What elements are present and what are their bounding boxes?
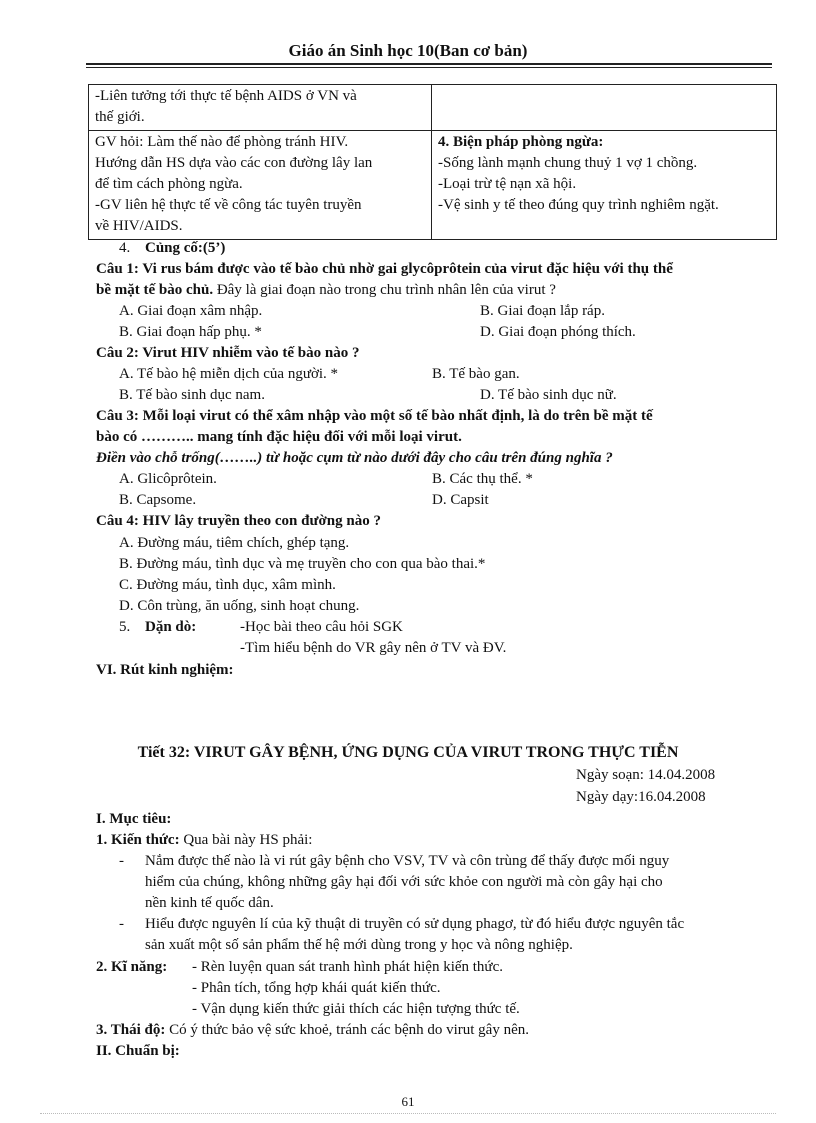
knowledge-item-1: Nắm được thế nào là vi rút gây bệnh cho VSV, TV và côn trùng để thấy được mối nguy [145, 853, 670, 869]
q2-option-d: D. Tế bào sinh dục nữ. [480, 387, 617, 403]
page-header-title: Giáo án Sinh học 10(Ban cơ bản) [288, 41, 528, 60]
homework-num: 5. [119, 619, 131, 635]
table-cell-teacher: -Liên tưởng tới thực tế bệnh AIDS ở VN và thế giới. [89, 85, 432, 131]
skill-item-3: - Vận dụng kiến thức giải thích các hiện tượng thức tế. [192, 1001, 520, 1017]
page-number: 61 [401, 1094, 415, 1109]
homework-line-1: -Học bài theo câu hỏi SGK [240, 619, 403, 635]
question-3: Câu 3: Mỗi loại virut có thể xâm nhập vào một số tế bào nhất định, là do trên bề mặt tế [96, 408, 653, 424]
knowledge-item-1-line2: hiểm của chúng, không những gây hại đối với sức khỏe con người mà còn gây hại cho [145, 874, 663, 890]
homework-label: Dặn dò: [145, 619, 197, 635]
header-rule-thin [86, 67, 772, 68]
question-1-line2: bề mặt tế bào chủ. Đây là giai đoạn nào trong chu trình nhân lên của virut ? [96, 282, 556, 298]
knowledge-item-2-line2: sản xuất một số sản phẩm thế hệ mới dùng trong y học và nông nghiệp. [145, 937, 573, 953]
q4-option-b: B. Đường máu, tình dục và mẹ truyền cho con qua bào thai.* [119, 556, 486, 572]
knowledge-item-2: Hiểu được nguyên lí của kỹ thuật di truyền có sử dụng phagơ, từ đó hiểu được nguyên tắc [145, 916, 685, 932]
knowledge-line: 1. Kiến thức: Qua bài này HS phải: [96, 832, 313, 848]
q4-option-d: D. Côn trùng, ăn uống, sinh hoạt chung. [119, 598, 360, 614]
q2-option-b: B. Tế bào gan. [432, 366, 520, 382]
objectives-heading: I. Mục tiêu: [96, 811, 172, 827]
consolidation-label: Củng cố:(5’) [145, 240, 226, 256]
prevention-heading: 4. Biện pháp phòng ngừa: [438, 134, 604, 150]
lesson-table [88, 84, 777, 240]
footer-rule [40, 1113, 776, 1114]
homework-line-2: -Tìm hiểu bệnh do VR gây nên ở TV và ĐV. [240, 640, 507, 656]
table-cell-teacher: GV hỏi: Làm thế nào để phòng tránh HIV. Hướng dẫn HS dựa vào các con đường lây lan để tìm cách phòng ngừa. -GV liên hệ thực tế về công tác tuyên truyền về HIV/AIDS. [89, 131, 432, 240]
skills-label: 2. Kĩ năng: [96, 959, 168, 975]
preparation-heading: II. Chuẩn bị: [96, 1043, 180, 1059]
q3-option-d: D. Capsit [432, 492, 489, 508]
q1-option-c: B. Giai đoạn hấp phụ. * [119, 324, 262, 340]
q4-option-c: C. Đường máu, tình dục, xâm mình. [119, 577, 336, 593]
lesson-title: Tiết 32: VIRUT GÂY BỆNH, ỨNG DỤNG CỦA VIRUT TRONG THỰC TIỄN [137, 744, 679, 761]
question-1: Câu 1: Vi rus bám được vào tế bào chủ nhờ gai glycôprôtein của virut đặc hiệu với thụ thể [96, 261, 673, 277]
table-cell-content [432, 85, 777, 131]
skill-item-1: - Rèn luyện quan sát tranh hình phát hiện kiến thức. [192, 959, 503, 975]
q1-option-a: A. Giai đoạn xâm nhập. [119, 303, 263, 319]
bullet-dash: - [119, 916, 124, 932]
question-2: Câu 2: Virut HIV nhiễm vào tế bào nào ? [96, 345, 360, 361]
skill-item-2: - Phân tích, tổng hợp khái quát kiến thức. [192, 980, 441, 996]
table-cell-content: 4. Biện pháp phòng ngừa: -Sống lành mạnh chung thuỷ 1 vợ 1 chồng. -Loại trừ tệ nạn xã hội. -Vệ sinh y tế theo đúng quy trình nghiêm ngặt. [432, 131, 777, 240]
q3-option-c: B. Capsome. [119, 492, 197, 508]
table-row [89, 85, 777, 131]
q1-option-b: B. Giai đoạn lắp ráp. [480, 303, 605, 319]
q3-option-b: B. Các thụ thể. * [432, 471, 533, 487]
question-3-line2: bào có ……….. mang tính đặc hiệu đối với mỗi loại virut. [96, 429, 462, 445]
q2-option-c: B. Tế bào sinh dục nam. [119, 387, 265, 403]
attitude-line: 3. Thái độ: Có ý thức bảo vệ sức khoẻ, tránh các bệnh do virut gây nên. [96, 1022, 529, 1038]
q2-option-a: A. Tế bào hệ miễn dịch của người. * [119, 366, 339, 382]
q1-option-d: D. Giai đoạn phóng thích. [480, 324, 636, 340]
question-3-instruction: Điền vào chỗ trống(……..) từ hoặc cụm từ nào dưới đây cho câu trên đúng nghĩa ? [96, 450, 613, 466]
question-4: Câu 4: HIV lây truyền theo con đường nào ? [96, 513, 381, 529]
q4-option-a: A. Đường máu, tiêm chích, ghép tạng. [119, 535, 350, 551]
q3-option-a: A. Glicôprôtein. [119, 471, 217, 487]
table-row [89, 131, 777, 240]
date-taught: Ngày dạy:16.04.2008 [576, 789, 706, 805]
knowledge-item-1-line3: nền kinh tế quốc dân. [145, 895, 274, 911]
date-prepared: Ngày soạn: 14.04.2008 [576, 767, 716, 783]
header-rule-thick [86, 63, 772, 65]
consolidation-num: 4. [119, 240, 131, 256]
bullet-dash: - [119, 853, 124, 869]
section-vi-heading: VI. Rút kinh nghiệm: [96, 662, 234, 678]
